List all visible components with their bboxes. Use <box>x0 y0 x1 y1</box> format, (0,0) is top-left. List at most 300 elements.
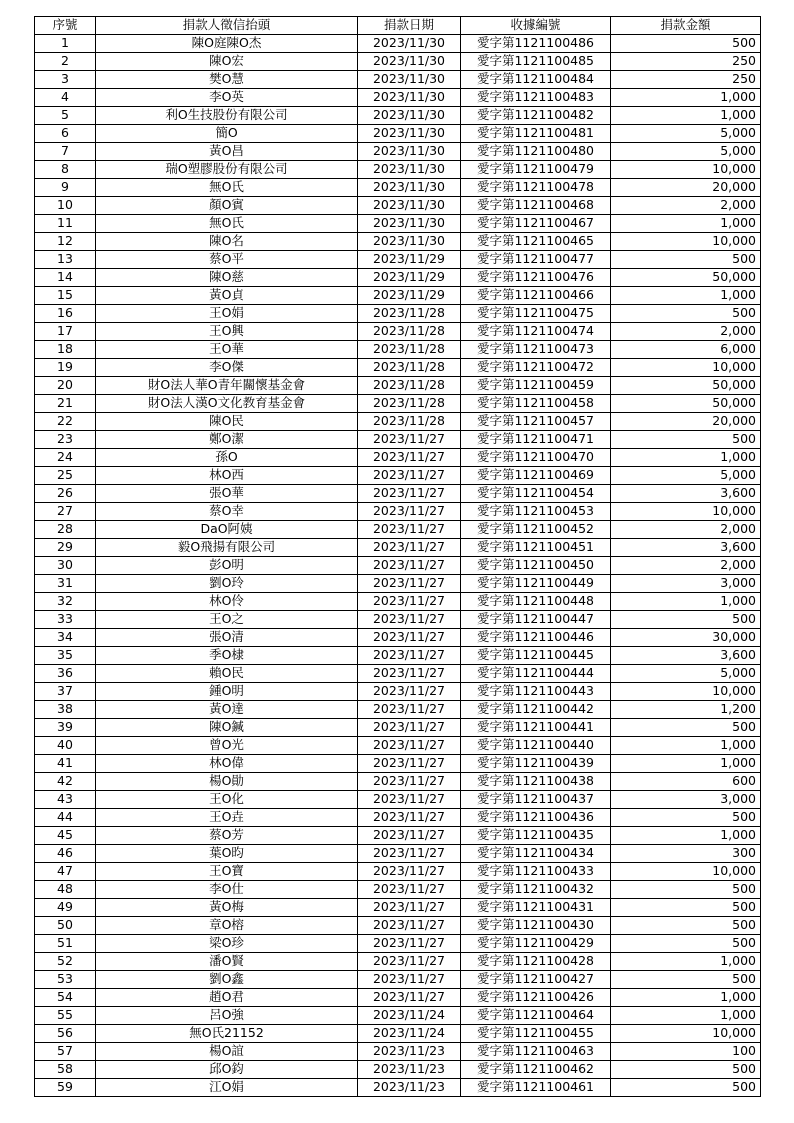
row-seq: 41 <box>35 755 96 773</box>
donation-date: 2023/11/27 <box>358 521 461 539</box>
donation-amount: 10,000 <box>611 683 761 701</box>
donation-amount: 500 <box>611 971 761 989</box>
table-row <box>35 125 761 143</box>
row-seq: 53 <box>35 971 96 989</box>
row-seq: 48 <box>35 881 96 899</box>
receipt-number: 愛字第1121100437 <box>461 791 611 809</box>
donation-amount: 3,000 <box>611 575 761 593</box>
donation-date: 2023/11/27 <box>358 863 461 881</box>
table-row <box>35 953 761 971</box>
donor-name: 彭O明 <box>96 557 358 575</box>
donation-amount: 500 <box>611 899 761 917</box>
table-row <box>35 899 761 917</box>
row-seq: 16 <box>35 305 96 323</box>
row-seq: 1 <box>35 35 96 53</box>
donation-date: 2023/11/27 <box>358 467 461 485</box>
row-seq: 56 <box>35 1025 96 1043</box>
row-seq: 2 <box>35 53 96 71</box>
receipt-number: 愛字第1121100472 <box>461 359 611 377</box>
table-row <box>35 539 761 557</box>
donation-date: 2023/11/28 <box>358 395 461 413</box>
donor-name: 陳O宏 <box>96 53 358 71</box>
donation-amount: 100 <box>611 1043 761 1061</box>
donation-amount: 10,000 <box>611 863 761 881</box>
donation-amount: 20,000 <box>611 413 761 431</box>
row-seq: 6 <box>35 125 96 143</box>
donor-name: 陳O民 <box>96 413 358 431</box>
header-seq: 序號 <box>35 17 96 35</box>
donor-name: 楊O誼 <box>96 1043 358 1061</box>
donation-amount: 1,000 <box>611 953 761 971</box>
donation-date: 2023/11/29 <box>358 251 461 269</box>
donor-name: 陳O鍼 <box>96 719 358 737</box>
receipt-number: 愛字第1121100429 <box>461 935 611 953</box>
donation-date: 2023/11/30 <box>358 197 461 215</box>
donation-date: 2023/11/30 <box>358 71 461 89</box>
row-seq: 28 <box>35 521 96 539</box>
donation-date: 2023/11/30 <box>358 125 461 143</box>
donation-amount: 1,000 <box>611 89 761 107</box>
donor-name: 潘O賢 <box>96 953 358 971</box>
table-row <box>35 503 761 521</box>
receipt-number: 愛字第1121100444 <box>461 665 611 683</box>
receipt-number: 愛字第1121100452 <box>461 521 611 539</box>
table-row <box>35 881 761 899</box>
donation-amount: 600 <box>611 773 761 791</box>
row-seq: 18 <box>35 341 96 359</box>
donation-amount: 500 <box>611 1061 761 1079</box>
table-row <box>35 575 761 593</box>
donation-date: 2023/11/27 <box>358 773 461 791</box>
receipt-number: 愛字第1121100486 <box>461 35 611 53</box>
donation-amount: 500 <box>611 935 761 953</box>
table-row <box>35 179 761 197</box>
donor-name: 黃O達 <box>96 701 358 719</box>
table-row <box>35 71 761 89</box>
table-row <box>35 251 761 269</box>
donation-date: 2023/11/23 <box>358 1079 461 1097</box>
receipt-number: 愛字第1121100464 <box>461 1007 611 1025</box>
donation-date: 2023/11/27 <box>358 449 461 467</box>
donation-date: 2023/11/30 <box>358 107 461 125</box>
row-seq: 45 <box>35 827 96 845</box>
donation-amount: 3,000 <box>611 791 761 809</box>
receipt-number: 愛字第1121100478 <box>461 179 611 197</box>
donation-date: 2023/11/27 <box>358 935 461 953</box>
donation-date: 2023/11/27 <box>358 611 461 629</box>
donation-date: 2023/11/27 <box>358 809 461 827</box>
donation-amount: 500 <box>611 431 761 449</box>
table-row <box>35 35 761 53</box>
donor-name: 王O興 <box>96 323 358 341</box>
receipt-number: 愛字第1121100480 <box>461 143 611 161</box>
row-seq: 42 <box>35 773 96 791</box>
donation-date: 2023/11/30 <box>358 179 461 197</box>
donation-date: 2023/11/28 <box>358 341 461 359</box>
donor-name: 無O氏21152 <box>96 1025 358 1043</box>
donation-date: 2023/11/27 <box>358 917 461 935</box>
receipt-number: 愛字第1121100443 <box>461 683 611 701</box>
receipt-number: 愛字第1121100432 <box>461 881 611 899</box>
receipt-number: 愛字第1121100474 <box>461 323 611 341</box>
row-seq: 17 <box>35 323 96 341</box>
table-row <box>35 359 761 377</box>
row-seq: 32 <box>35 593 96 611</box>
donation-amount: 10,000 <box>611 161 761 179</box>
donation-amount: 30,000 <box>611 629 761 647</box>
donation-date: 2023/11/29 <box>358 269 461 287</box>
donation-date: 2023/11/23 <box>358 1061 461 1079</box>
donation-date: 2023/11/27 <box>358 485 461 503</box>
table-row <box>35 737 761 755</box>
donor-name: 孫O <box>96 449 358 467</box>
donation-date: 2023/11/30 <box>358 161 461 179</box>
donor-name: 無O氏 <box>96 179 358 197</box>
table-row <box>35 611 761 629</box>
donation-amount: 5,000 <box>611 125 761 143</box>
donation-date: 2023/11/27 <box>358 503 461 521</box>
table-row <box>35 215 761 233</box>
donation-amount: 1,000 <box>611 593 761 611</box>
donation-date: 2023/11/30 <box>358 53 461 71</box>
receipt-number: 愛字第1121100427 <box>461 971 611 989</box>
donor-name: 張O清 <box>96 629 358 647</box>
table-row <box>35 161 761 179</box>
row-seq: 54 <box>35 989 96 1007</box>
row-seq: 10 <box>35 197 96 215</box>
receipt-number: 愛字第1121100463 <box>461 1043 611 1061</box>
table-row <box>35 413 761 431</box>
row-seq: 46 <box>35 845 96 863</box>
donor-name: 樊O慧 <box>96 71 358 89</box>
receipt-number: 愛字第1121100434 <box>461 845 611 863</box>
row-seq: 26 <box>35 485 96 503</box>
donation-amount: 250 <box>611 53 761 71</box>
donation-date: 2023/11/27 <box>358 629 461 647</box>
donor-name: 蔡O芳 <box>96 827 358 845</box>
donation-amount: 3,600 <box>611 539 761 557</box>
donation-date: 2023/11/28 <box>358 377 461 395</box>
row-seq: 19 <box>35 359 96 377</box>
donation-amount: 500 <box>611 809 761 827</box>
donation-amount: 5,000 <box>611 467 761 485</box>
header-amount: 捐款金額 <box>611 17 761 35</box>
donor-name: 賴O民 <box>96 665 358 683</box>
row-seq: 13 <box>35 251 96 269</box>
receipt-number: 愛字第1121100450 <box>461 557 611 575</box>
row-seq: 52 <box>35 953 96 971</box>
row-seq: 43 <box>35 791 96 809</box>
row-seq: 44 <box>35 809 96 827</box>
donor-name: 邱O鈞 <box>96 1061 358 1079</box>
donor-name: 財O法人漢O文化教育基金會 <box>96 395 358 413</box>
row-seq: 55 <box>35 1007 96 1025</box>
row-seq: 3 <box>35 71 96 89</box>
receipt-number: 愛字第1121100483 <box>461 89 611 107</box>
donation-date: 2023/11/27 <box>358 827 461 845</box>
table-header-row <box>35 17 761 35</box>
row-seq: 33 <box>35 611 96 629</box>
donation-amount: 500 <box>611 611 761 629</box>
row-seq: 12 <box>35 233 96 251</box>
table-row <box>35 89 761 107</box>
row-seq: 27 <box>35 503 96 521</box>
donation-amount: 2,000 <box>611 557 761 575</box>
donor-name: 無O氏 <box>96 215 358 233</box>
donation-amount: 1,000 <box>611 989 761 1007</box>
donor-name: 蔡O幸 <box>96 503 358 521</box>
receipt-number: 愛字第1121100465 <box>461 233 611 251</box>
table-row <box>35 431 761 449</box>
receipt-number: 愛字第1121100466 <box>461 287 611 305</box>
donation-amount: 10,000 <box>611 1025 761 1043</box>
table-row <box>35 863 761 881</box>
donor-name: 趙O君 <box>96 989 358 1007</box>
donor-name: 王O化 <box>96 791 358 809</box>
donor-name: 林O偉 <box>96 755 358 773</box>
donation-date: 2023/11/24 <box>358 1007 461 1025</box>
donation-amount: 2,000 <box>611 323 761 341</box>
donor-name: 呂O強 <box>96 1007 358 1025</box>
donation-amount: 500 <box>611 881 761 899</box>
donation-date: 2023/11/30 <box>358 143 461 161</box>
donation-date: 2023/11/28 <box>358 323 461 341</box>
donation-date: 2023/11/27 <box>358 881 461 899</box>
donor-name: 顏O賓 <box>96 197 358 215</box>
donation-amount: 1,000 <box>611 827 761 845</box>
donor-name: 黃O貞 <box>96 287 358 305</box>
donation-amount: 5,000 <box>611 665 761 683</box>
table-row <box>35 593 761 611</box>
donation-date: 2023/11/27 <box>358 989 461 1007</box>
table-row <box>35 467 761 485</box>
receipt-number: 愛字第1121100479 <box>461 161 611 179</box>
table-row <box>35 791 761 809</box>
donation-date: 2023/11/27 <box>358 791 461 809</box>
receipt-number: 愛字第1121100475 <box>461 305 611 323</box>
donation-amount: 500 <box>611 1079 761 1097</box>
table-row <box>35 1007 761 1025</box>
donor-name: 劉O鑫 <box>96 971 358 989</box>
table-row <box>35 629 761 647</box>
donor-name: 蔡O平 <box>96 251 358 269</box>
row-seq: 59 <box>35 1079 96 1097</box>
donor-name: 黃O昌 <box>96 143 358 161</box>
table-row <box>35 485 761 503</box>
receipt-number: 愛字第1121100457 <box>461 413 611 431</box>
donor-name: 鍾O明 <box>96 683 358 701</box>
row-seq: 21 <box>35 395 96 413</box>
header-donor-name: 捐款人徵信抬頭 <box>96 17 358 35</box>
receipt-number: 愛字第1121100485 <box>461 53 611 71</box>
donation-amount: 10,000 <box>611 359 761 377</box>
row-seq: 50 <box>35 917 96 935</box>
receipt-number: 愛字第1121100467 <box>461 215 611 233</box>
table-row <box>35 701 761 719</box>
table-row <box>35 377 761 395</box>
row-seq: 4 <box>35 89 96 107</box>
row-seq: 37 <box>35 683 96 701</box>
donation-amount: 10,000 <box>611 233 761 251</box>
table-row <box>35 647 761 665</box>
donor-name: 葉O昀 <box>96 845 358 863</box>
table-row <box>35 341 761 359</box>
receipt-number: 愛字第1121100439 <box>461 755 611 773</box>
receipt-number: 愛字第1121100468 <box>461 197 611 215</box>
donor-name: 陳O庭陳O杰 <box>96 35 358 53</box>
receipt-number: 愛字第1121100430 <box>461 917 611 935</box>
receipt-number: 愛字第1121100451 <box>461 539 611 557</box>
table-row <box>35 323 761 341</box>
table-row <box>35 521 761 539</box>
receipt-number: 愛字第1121100435 <box>461 827 611 845</box>
table-row <box>35 305 761 323</box>
donation-amount: 250 <box>611 71 761 89</box>
receipt-number: 愛字第1121100433 <box>461 863 611 881</box>
row-seq: 58 <box>35 1061 96 1079</box>
table-row <box>35 773 761 791</box>
donation-date: 2023/11/23 <box>358 1043 461 1061</box>
donation-amount: 500 <box>611 35 761 53</box>
row-seq: 5 <box>35 107 96 125</box>
receipt-number: 愛字第1121100446 <box>461 629 611 647</box>
donor-name: 李O仕 <box>96 881 358 899</box>
receipt-number: 愛字第1121100469 <box>461 467 611 485</box>
donor-name: 季O棣 <box>96 647 358 665</box>
row-seq: 24 <box>35 449 96 467</box>
receipt-number: 愛字第1121100440 <box>461 737 611 755</box>
receipt-number: 愛字第1121100470 <box>461 449 611 467</box>
donation-date: 2023/11/27 <box>358 953 461 971</box>
donor-name: 王O娟 <box>96 305 358 323</box>
donation-date: 2023/11/27 <box>358 737 461 755</box>
receipt-number: 愛字第1121100431 <box>461 899 611 917</box>
donation-date: 2023/11/30 <box>358 233 461 251</box>
donation-date: 2023/11/24 <box>358 1025 461 1043</box>
header-donation-date: 捐款日期 <box>358 17 461 35</box>
donation-amount: 3,600 <box>611 485 761 503</box>
donation-date: 2023/11/27 <box>358 701 461 719</box>
donation-amount: 50,000 <box>611 395 761 413</box>
table-row <box>35 287 761 305</box>
table-row <box>35 935 761 953</box>
row-seq: 30 <box>35 557 96 575</box>
donation-amount: 6,000 <box>611 341 761 359</box>
donor-name: 李O傑 <box>96 359 358 377</box>
donation-date: 2023/11/28 <box>358 359 461 377</box>
donation-amount: 20,000 <box>611 179 761 197</box>
donation-amount: 1,000 <box>611 107 761 125</box>
table-row <box>35 233 761 251</box>
donation-table <box>34 16 761 1097</box>
header-receipt-number: 收據編號 <box>461 17 611 35</box>
receipt-number: 愛字第1121100477 <box>461 251 611 269</box>
donation-amount: 1,000 <box>611 755 761 773</box>
donation-amount: 1,000 <box>611 215 761 233</box>
row-seq: 9 <box>35 179 96 197</box>
donation-amount: 2,000 <box>611 521 761 539</box>
receipt-number: 愛字第1121100462 <box>461 1061 611 1079</box>
donor-name: 王O之 <box>96 611 358 629</box>
row-seq: 34 <box>35 629 96 647</box>
table-row <box>35 719 761 737</box>
donation-date: 2023/11/27 <box>358 755 461 773</box>
row-seq: 7 <box>35 143 96 161</box>
table-row <box>35 1061 761 1079</box>
donation-date: 2023/11/30 <box>358 215 461 233</box>
receipt-number: 愛字第1121100484 <box>461 71 611 89</box>
receipt-number: 愛字第1121100447 <box>461 611 611 629</box>
table-row <box>35 755 761 773</box>
table-row <box>35 989 761 1007</box>
row-seq: 51 <box>35 935 96 953</box>
receipt-number: 愛字第1121100476 <box>461 269 611 287</box>
row-seq: 47 <box>35 863 96 881</box>
donation-date: 2023/11/28 <box>358 305 461 323</box>
donation-date: 2023/11/27 <box>358 899 461 917</box>
receipt-number: 愛字第1121100441 <box>461 719 611 737</box>
receipt-number: 愛字第1121100453 <box>461 503 611 521</box>
donor-name: 梁O珍 <box>96 935 358 953</box>
donor-name: 財O法人華O青年關懷基金會 <box>96 377 358 395</box>
donation-date: 2023/11/27 <box>358 575 461 593</box>
row-seq: 29 <box>35 539 96 557</box>
donation-amount: 5,000 <box>611 143 761 161</box>
table-row <box>35 665 761 683</box>
table-row <box>35 1025 761 1043</box>
receipt-number: 愛字第1121100449 <box>461 575 611 593</box>
donation-date: 2023/11/27 <box>358 719 461 737</box>
table-row <box>35 53 761 71</box>
donation-amount: 500 <box>611 251 761 269</box>
row-seq: 23 <box>35 431 96 449</box>
table-row <box>35 269 761 287</box>
row-seq: 22 <box>35 413 96 431</box>
row-seq: 57 <box>35 1043 96 1061</box>
receipt-number: 愛字第1121100442 <box>461 701 611 719</box>
row-seq: 38 <box>35 701 96 719</box>
receipt-number: 愛字第1121100448 <box>461 593 611 611</box>
donation-amount: 500 <box>611 305 761 323</box>
receipt-number: 愛字第1121100436 <box>461 809 611 827</box>
row-seq: 35 <box>35 647 96 665</box>
donation-amount: 2,000 <box>611 197 761 215</box>
table-row <box>35 107 761 125</box>
row-seq: 31 <box>35 575 96 593</box>
table-row <box>35 809 761 827</box>
receipt-number: 愛字第1121100459 <box>461 377 611 395</box>
donation-date: 2023/11/27 <box>358 431 461 449</box>
row-seq: 14 <box>35 269 96 287</box>
table-row <box>35 1079 761 1097</box>
donor-name: 簡O <box>96 125 358 143</box>
row-seq: 15 <box>35 287 96 305</box>
receipt-number: 愛字第1121100445 <box>461 647 611 665</box>
donor-name: 陳O慈 <box>96 269 358 287</box>
donation-amount: 1,000 <box>611 737 761 755</box>
donor-name: 張O華 <box>96 485 358 503</box>
receipt-number: 愛字第1121100428 <box>461 953 611 971</box>
donation-amount: 10,000 <box>611 503 761 521</box>
table-row <box>35 1043 761 1061</box>
donor-name: 章O榕 <box>96 917 358 935</box>
donation-date: 2023/11/30 <box>358 89 461 107</box>
donor-name: 劉O玲 <box>96 575 358 593</box>
donor-name: DaO阿姨 <box>96 521 358 539</box>
row-seq: 20 <box>35 377 96 395</box>
receipt-number: 愛字第1121100473 <box>461 341 611 359</box>
table-row <box>35 845 761 863</box>
